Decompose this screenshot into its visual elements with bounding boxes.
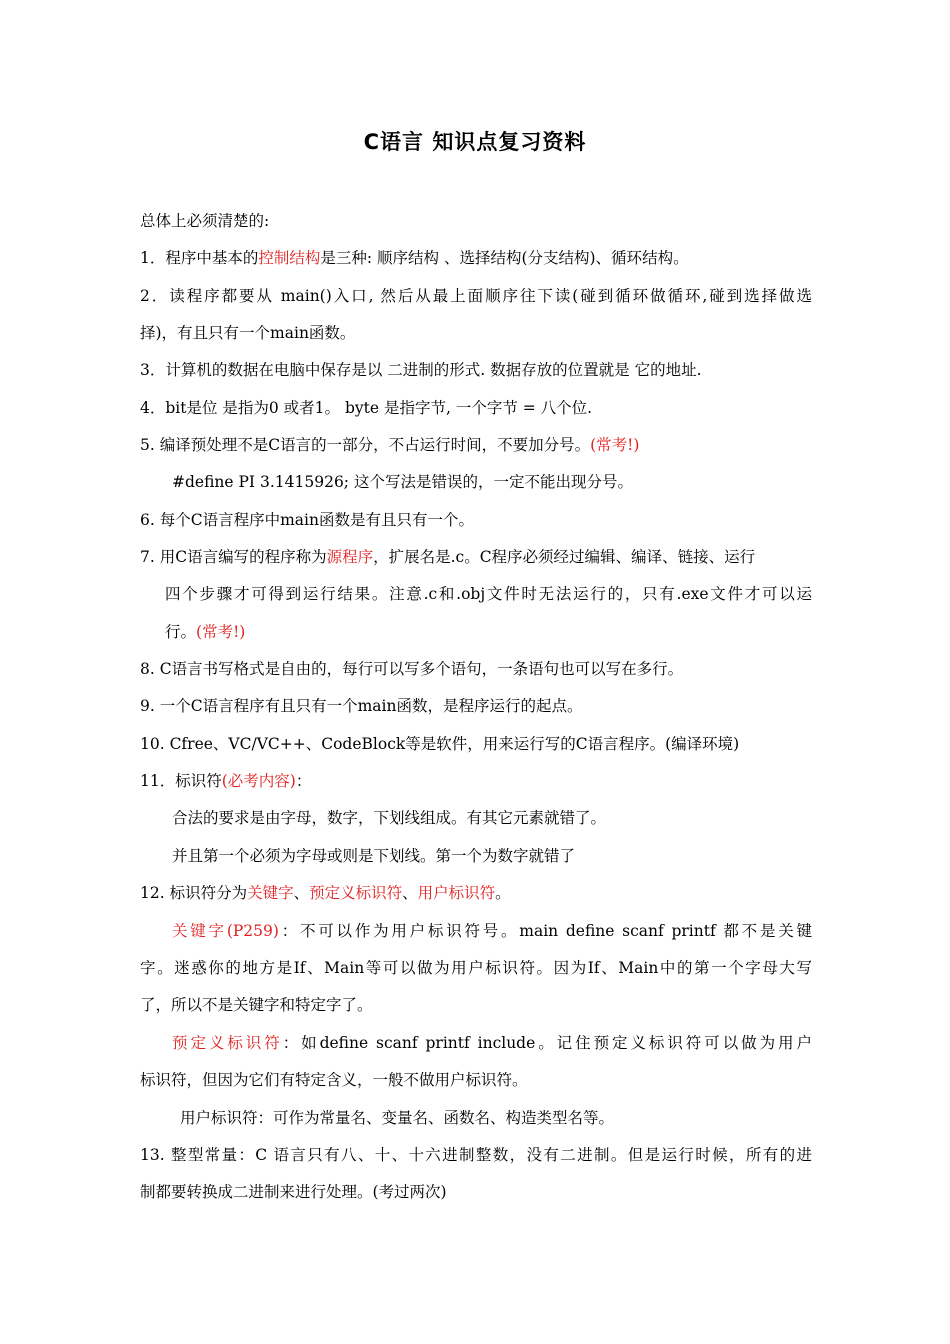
item-1-text: 1．程序中基本的 <box>140 249 259 267</box>
item-1-text-end: 是三种: 顺序结构 、选择结构(分支结构)、循环结构。 <box>320 249 689 267</box>
item-7-line-2: 四个步骤才可得到运行结果。注意.c和.obj文件时无法运行的，只有.exe文件才可以运 <box>165 585 812 603</box>
item-7-line-3-highlight: (常考!) <box>196 623 246 641</box>
item-3: 3．计算机的数据在电脑中保存是以 二进制的形式. 数据存放的位置就是 它的地址. <box>140 361 702 379</box>
item-13-line-2: 制都要转换成二进制来进行处理。(考过两次) <box>140 1183 447 1201</box>
item-10: 10. Cfree、VC/VC++、CodeBlock等是软件，用来运行写的C语言程序。(编译环境) <box>140 735 740 753</box>
item-1 <box>140 246 812 270</box>
user-identifier-line: 用户标识符：可作为常量名、变量名、函数名、构造类型名等。 <box>180 1109 615 1127</box>
item-1-highlight: 控制结构 <box>258 249 321 267</box>
item-13-line-1: 13. 整型常量：C 语言只有八、十、十六进制整数，没有二进制。但是运行时候，所有的进 <box>140 1146 812 1164</box>
item-7-text: 7. 用C语言编写的程序称为 <box>140 548 327 566</box>
keyword-line-1 <box>172 919 812 943</box>
item-11-highlight: (必考内容) <box>221 772 296 790</box>
item-4: 4．bit是位 是指为0 或者1。 byte 是指字节, 一个字节 = 八个位. <box>140 399 593 417</box>
item-7-highlight: 源程序 <box>326 548 374 566</box>
item-7 <box>140 545 812 569</box>
item-6: 6. 每个C语言程序中main函数是有且只有一个。 <box>140 511 474 529</box>
item-5 <box>140 433 812 457</box>
item-5-text: 5. 编译预处理不是C语言的一部分，不占运行时间，不要加分号。 <box>140 436 591 454</box>
predefined-line-2: 标识符，但因为它们有特定含义，一般不做用户标识符。 <box>140 1071 528 1089</box>
item-12-sep-2: 、 <box>402 884 418 902</box>
predefined-line-1-text: ：如define scanf printf include。记住预定义标识符可以做为用户 <box>282 1034 812 1052</box>
item-2-line-2: 择)，有且只有一个main函数。 <box>140 324 356 342</box>
item-12-keyword: 关键字 <box>247 884 294 902</box>
item-5-line-2: #define PI 3.1415926; 这个写法是错误的，一定不能出现分号。 <box>172 473 633 491</box>
predefined-line-1 <box>172 1031 812 1055</box>
item-11 <box>140 769 812 793</box>
item-12-text: 12. 标识符分为 <box>140 884 248 902</box>
item-12-user-identifier: 用户标识符 <box>417 884 496 902</box>
keyword-line-1-text: ：不可以作为用户标识符号。main define scanf printf 都不是关键 <box>278 922 812 940</box>
keyword-line-3: 了，所以不是关键字和特定字了。 <box>140 996 373 1014</box>
item-7-line-3-text: 行。 <box>165 623 197 641</box>
intro-line: 总体上必须清楚的: <box>140 212 270 230</box>
item-11-line-2: 合法的要求是由字母，数字，下划线组成。有其它元素就错了。 <box>172 809 607 827</box>
page-title: C语言 知识点复习资料 <box>363 130 587 154</box>
item-9: 9. 一个C语言程序有且只有一个main函数，是程序运行的起点。 <box>140 697 583 715</box>
item-11-text: 11．标识符 <box>140 772 222 790</box>
item-8: 8. C语言书写格式是自由的，每行可以写多个语句，一条语句也可以写在多行。 <box>140 660 684 678</box>
item-11-colon: ： <box>295 772 312 790</box>
item-11-line-3: 并且第一个必须为字母或则是下划线。第一个为数字就错了 <box>172 847 576 865</box>
predefined-label: 预定义标识符 <box>172 1034 283 1052</box>
item-5-highlight: (常考!) <box>590 436 640 454</box>
keyword-label: 关键字(P259) <box>172 922 279 940</box>
keyword-line-2: 字。迷惑你的地方是If、Main等可以做为用户标识符。因为If、Main中的第一个字母大写 <box>140 959 812 977</box>
item-12-sep-1: 、 <box>293 884 310 902</box>
item-12-predefined: 预定义标识符 <box>309 884 403 902</box>
item-7-text-end: ，扩展名是.c。C程序必须经过编辑、编译、链接、运行 <box>373 548 756 566</box>
item-7-line-3 <box>165 620 837 644</box>
item-12-end: 。 <box>495 884 511 902</box>
item-2-line-1: 2．读程序都要从 main()入口, 然后从最上面顺序往下读(碰到循环做循环,碰到选择做选 <box>140 287 812 305</box>
item-12 <box>140 881 812 905</box>
